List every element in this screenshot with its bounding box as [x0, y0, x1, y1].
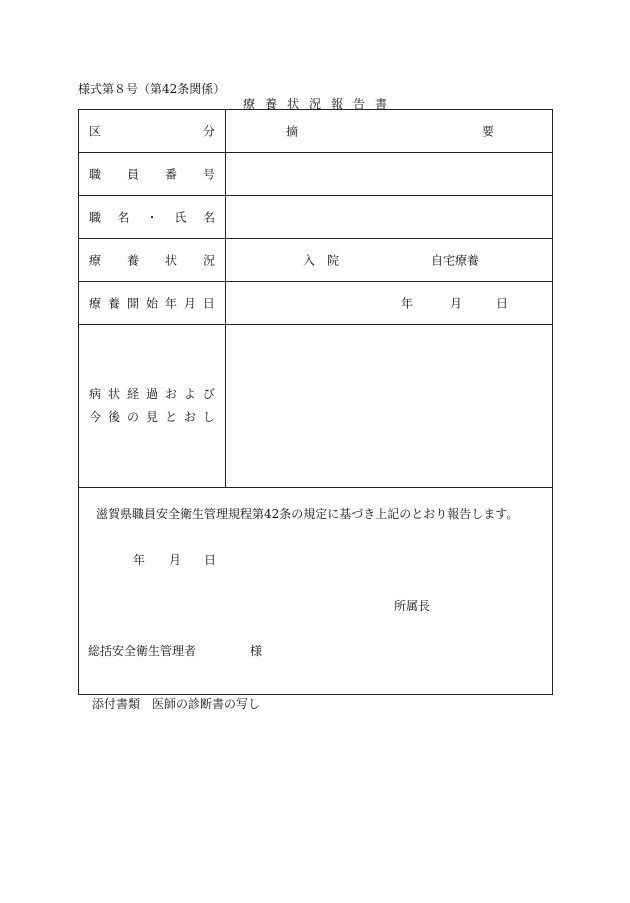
employee-number-row	[79, 153, 552, 196]
summary-header-cell	[226, 110, 552, 152]
label-char: お	[164, 387, 177, 401]
condition-outlook-label-line-2	[89, 406, 215, 429]
label-char: 療	[89, 296, 102, 311]
treatment-start-date-label	[89, 295, 215, 312]
label-char: と	[164, 410, 177, 424]
label-char: 員	[126, 167, 139, 182]
label-char: 養	[126, 253, 139, 268]
employee-number-field[interactable]	[226, 153, 552, 195]
label-char: 年	[164, 296, 177, 311]
label-char: 職	[89, 210, 102, 225]
label-char: 今	[89, 410, 102, 424]
label-char: 月	[183, 296, 196, 311]
hospitalized-option[interactable]: 入 院	[303, 253, 340, 268]
label-char: 名	[117, 210, 130, 225]
label-char: 職	[89, 167, 102, 182]
label-char: 名	[202, 210, 215, 225]
label-char: 状	[164, 253, 177, 268]
label-char: 見	[145, 410, 158, 424]
date-day-label: 日	[496, 296, 509, 311]
honorific-label: 様	[250, 644, 263, 658]
label-char: び	[202, 387, 215, 401]
label-char: よ	[183, 387, 196, 401]
report-form-table	[78, 109, 553, 695]
label-char: 状	[107, 387, 120, 401]
label-char: 後	[107, 410, 120, 424]
label-char: 過	[145, 387, 158, 401]
label-char: 経	[126, 387, 139, 401]
declaration-statement: 滋賀県職員安全衛生管理規程第42条の規定に基づき上記のとおり報告します。	[96, 507, 519, 521]
label-char: お	[183, 410, 196, 424]
label-char: 氏	[174, 210, 187, 225]
employee-number-label	[89, 166, 215, 183]
declaration-area	[79, 488, 552, 694]
date-year-label: 年	[401, 296, 414, 311]
treatment-start-date-field[interactable]	[226, 282, 552, 324]
label-char: 区	[89, 124, 102, 139]
label-char: 開	[126, 296, 139, 311]
table-header-row	[79, 110, 552, 153]
label-char: 分	[202, 124, 215, 139]
title-name-label	[89, 209, 215, 226]
attachments-note: 添付書類 医師の診断書の写し	[92, 697, 261, 711]
label-char: 況	[202, 253, 215, 268]
treatment-status-label	[89, 252, 215, 269]
label-char: し	[202, 410, 215, 424]
label-char: 日	[202, 296, 215, 311]
label-char: 要	[481, 124, 494, 139]
date-month-label: 月	[450, 296, 463, 311]
affiliation-head-label: 所属長	[394, 599, 431, 613]
category-header-label	[89, 123, 215, 140]
report-date-day: 日	[204, 553, 217, 567]
label-char: 病	[89, 387, 102, 401]
home-care-option[interactable]: 自宅療養	[431, 253, 480, 268]
addressee-label: 総括安全衛生管理者	[88, 644, 197, 658]
condition-outlook-field[interactable]	[226, 325, 552, 487]
label-char: 番	[164, 167, 177, 182]
title-name-row	[79, 196, 552, 239]
treatment-start-date-row	[79, 282, 552, 325]
label-char: 号	[202, 167, 215, 182]
title-name-field[interactable]	[226, 196, 552, 238]
category-header-cell	[79, 110, 226, 152]
condition-outlook-label-line-1	[89, 383, 215, 406]
treatment-status-row	[79, 239, 552, 282]
report-date-year: 年	[133, 553, 146, 567]
label-char: の	[126, 410, 139, 424]
label-char: 療	[89, 253, 102, 268]
form-title: 療養状況報告書	[242, 97, 397, 111]
form-number: 様式第８号（第42条関係）	[78, 82, 226, 96]
label-char: 始	[145, 296, 158, 311]
report-date-month: 月	[169, 553, 182, 567]
summary-header-label	[286, 123, 494, 140]
condition-outlook-label	[89, 383, 215, 429]
label-char: 養	[107, 296, 120, 311]
label-char: ・	[145, 210, 158, 225]
label-char: 摘	[286, 124, 299, 139]
condition-outlook-row	[79, 325, 552, 488]
